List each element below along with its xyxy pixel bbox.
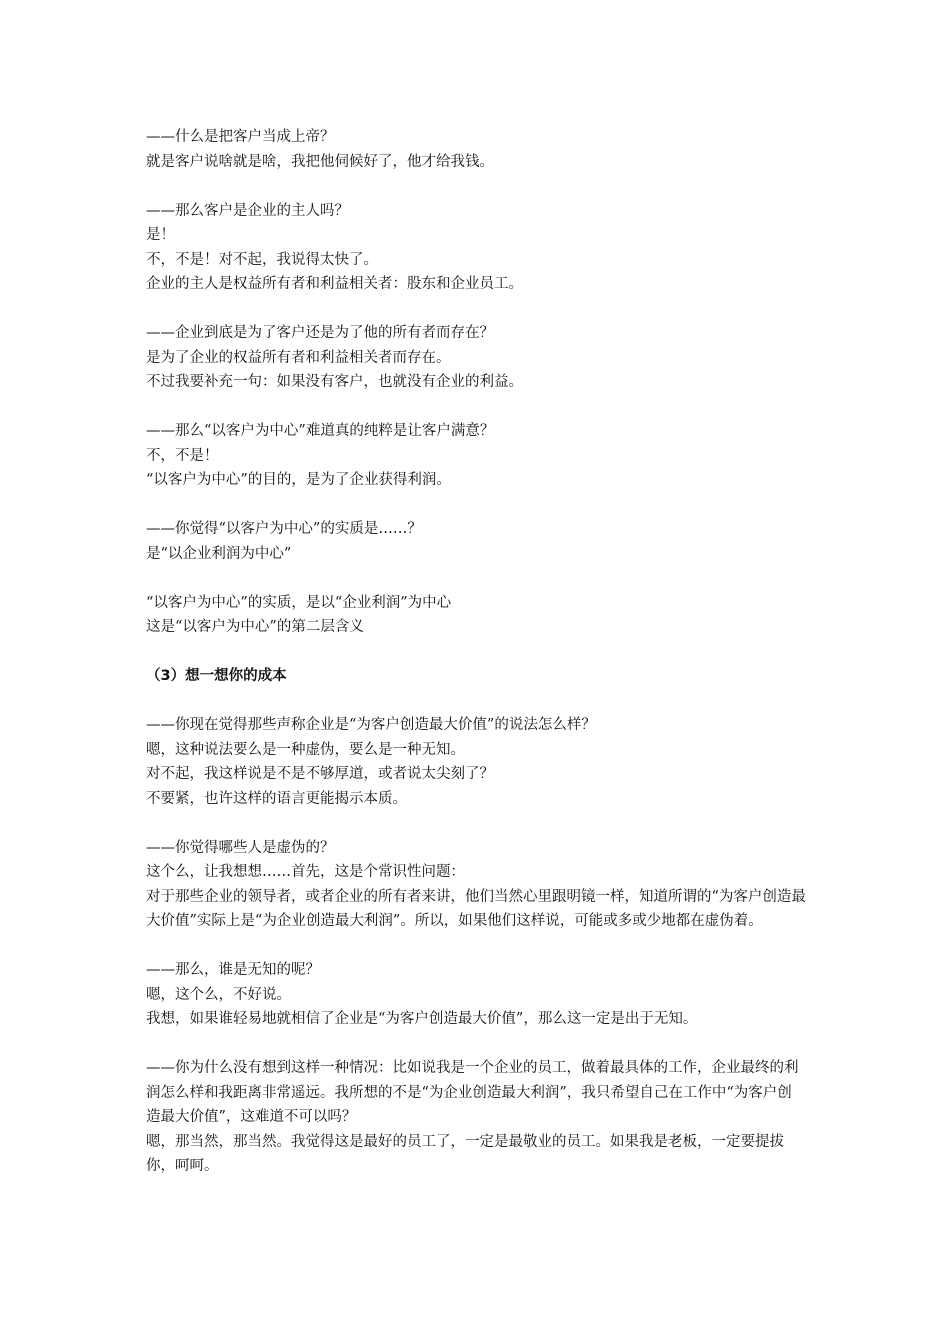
text-line: 嗯，那当然，那当然。我觉得这是最好的员工了，一定是最敬业的员工。如果我是老板，一定要提拔你，呵呵。 xyxy=(146,1133,784,1174)
text-line: 嗯，这种说法要么是一种虚伪，要么是一种无知。 xyxy=(146,741,465,758)
text-line: ——你觉得哪些人是虚伪的？ xyxy=(146,839,335,856)
text-line: 就是客户说啥就是啥，我把他伺候好了，他才给我钱。 xyxy=(146,153,494,170)
text-line: 不，不是！ xyxy=(146,447,219,464)
document-page xyxy=(146,125,806,1203)
text-line: ——那么，谁是无知的呢？ xyxy=(146,962,320,978)
text-line: ——你为什么没有想到这样一种情况：比如说我是一个企业的员工，做着最具体的工作，企业最终的利润怎么样和我距离非常遥远。我所想的不是“为企业创造最大利润”，我只希望自己在工作中“为客户创造最大价值”，这难道不可以吗？ xyxy=(146,1060,799,1125)
text-line: 不要紧，也许这样的语言更能揭示本质。 xyxy=(146,790,407,807)
text-line: ——什么是把客户当成上帝？ xyxy=(146,129,335,145)
text-line: ——企业到底是为了客户还是为了他的所有者而存在？ xyxy=(146,325,494,341)
text-line: ——那么客户是企业的主人吗？ xyxy=(146,202,349,219)
section-heading: （3）想一想你的成本 xyxy=(146,668,287,684)
dialogue-paragraph xyxy=(146,836,806,934)
text-line: 是“以企业利润为中心” xyxy=(146,545,292,562)
text-line: “以客户为中心”的目的，是为了企业获得利润。 xyxy=(146,472,451,488)
dialogue-paragraph xyxy=(146,321,806,395)
text-line: ——你现在觉得那些声称企业是“为客户创造最大价值”的说法怎么样？ xyxy=(146,717,596,733)
text-line: ——你觉得“以客户为中心”的实质是……？ xyxy=(146,521,422,537)
dialogue-paragraph xyxy=(146,419,806,493)
text-line: 对不起，我这样说是不是不够厚道，或者说太尖刻了？ xyxy=(146,766,494,782)
text-line: 这个么，让我想想……首先，这是个常识性问题： xyxy=(146,864,465,880)
dialogue-paragraph xyxy=(146,517,806,566)
text-line: 对于那些企业的领导者，或者企业的所有者来讲，他们当然心里跟明镜一样，知道所谓的“为客户创造最大价值”实际上是“为企业创造最大利润”。所以，如果他们这样说，可能或多或少地都在虚伪着。 xyxy=(146,888,806,929)
dialogue-paragraph xyxy=(146,1056,806,1179)
text-line: 这是“以客户为中心”的第二层含义 xyxy=(146,619,364,635)
text-line: 是为了企业的权益所有者和利益相关者而存在。 xyxy=(146,349,451,366)
dialogue-paragraph xyxy=(146,125,806,174)
text-line: 嗯，这个么，不好说。 xyxy=(146,986,291,1003)
dialogue-paragraph xyxy=(146,713,806,811)
text-line: 是！ xyxy=(146,227,175,243)
text-line: “以客户为中心”的实质，是以“企业利润”为中心 xyxy=(146,594,452,611)
dialogue-paragraph xyxy=(146,199,806,297)
text-line: ——那么“以客户为中心”难道真的纯粹是让客户满意？ xyxy=(146,423,495,439)
text-line: 不过我要补充一句：如果没有客户，也就没有企业的利益。 xyxy=(146,374,523,390)
dialogue-paragraph xyxy=(146,958,806,1032)
text-line: 不，不是！对不起，我说得太快了。 xyxy=(146,251,378,268)
text-line: 我想，如果谁轻易地就相信了企业是“为客户创造最大价值”，那么这一定是出于无知。 xyxy=(146,1011,698,1027)
text-line: 企业的主人是权益所有者和利益相关者：股东和企业员工。 xyxy=(146,276,523,292)
dialogue-paragraph xyxy=(146,591,806,640)
